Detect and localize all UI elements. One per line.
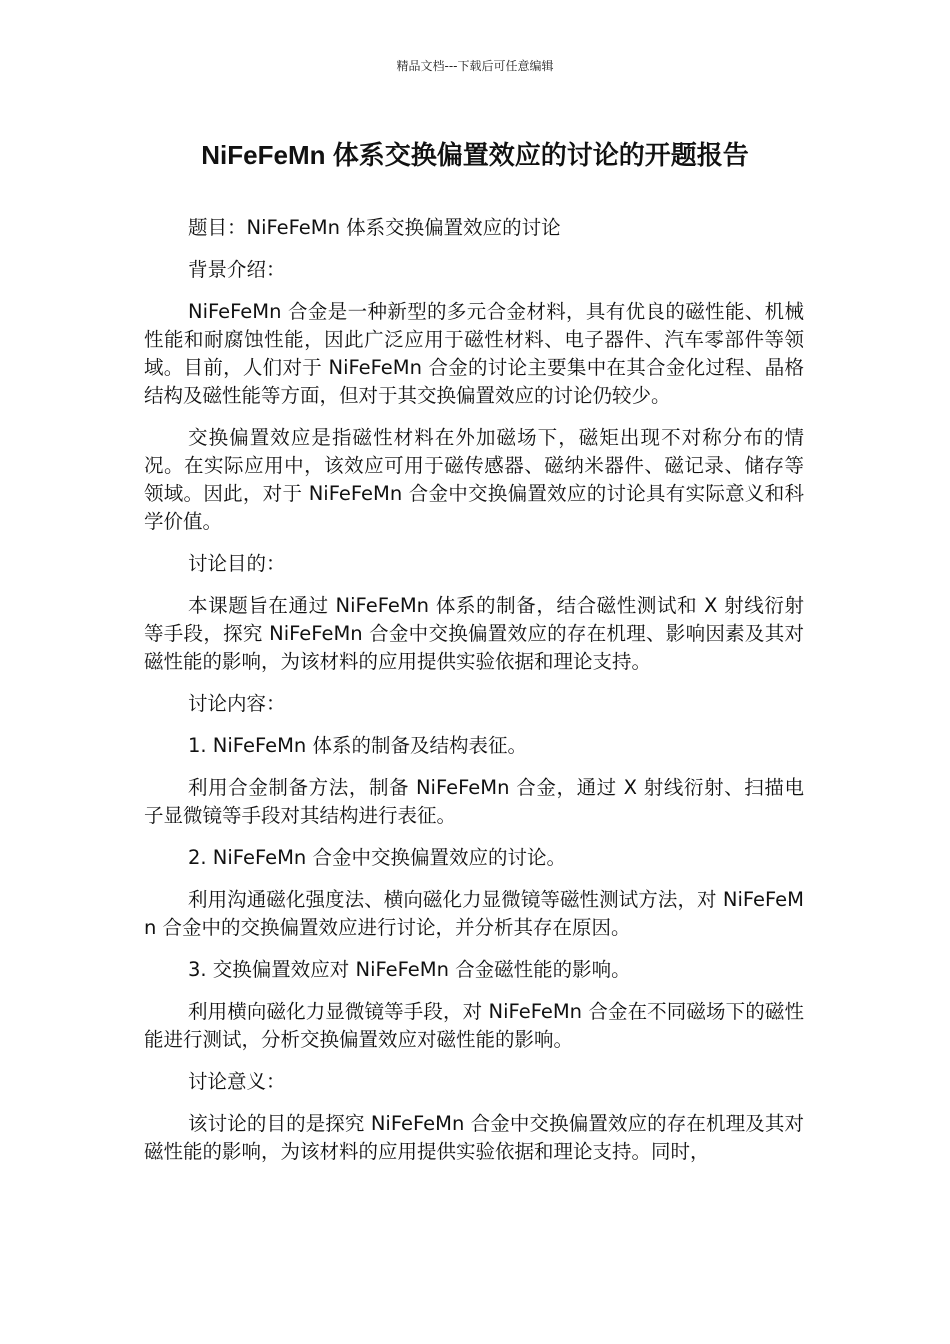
content-item-3-body: 利用横向磁化力显微镜等手段，对 NiFeFeMn 合金在不同磁场下的磁性能进行测试，分析交换偏置效应对磁性能的影响。 [144, 1000, 804, 1051]
content-item-1-body: 利用合金制备方法，制备 NiFeFeMn 合金，通过 X 射线衍射、扫描电子显微镜等手段对其结构进行表征。 [144, 776, 804, 827]
section-heading-purpose: 讨论目的： [188, 552, 286, 575]
document-body [144, 214, 804, 1180]
topic-line: 题目：NiFeFeMn 体系交换偏置效应的讨论 [188, 216, 561, 239]
content-item-2-body: 利用沟通磁化强度法、横向磁化力显微镜等磁性测试方法，对 NiFeFeMn 合金中的交换偏置效应进行讨论，并分析其存在原因。 [144, 888, 804, 939]
document-title: NiFeFeMn 体系交换偏置效应的讨论的开题报告 [201, 140, 749, 170]
section-heading-background: 背景介绍： [188, 258, 286, 281]
background-paragraph-2: 交换偏置效应是指磁性材料在外加磁场下，磁矩出现不对称分布的情况。在实际应用中，该效应可用于磁传感器、磁纳米器件、磁记录、储存等领域。因此，对于 NiFeFeMn 合金中交换偏置效应的讨论具有实际意义和科学价值。 [144, 426, 804, 533]
purpose-paragraph: 本课题旨在通过 NiFeFeMn 体系的制备，结合磁性测试和 X 射线衍射等手段，探究 NiFeFeMn 合金中交换偏置效应的存在机理、影响因素及其对磁性能的影响，为该材料的应用提供实验依据和理论支持。 [144, 594, 804, 673]
section-heading-significance: 讨论意义： [188, 1070, 286, 1093]
content-item-3-heading: 3. 交换偏置效应对 NiFeFeMn 合金磁性能的影响。 [188, 958, 631, 981]
content-item-1-heading: 1. NiFeFeMn 体系的制备及结构表征。 [188, 734, 527, 757]
page-header: 精品文档---下载后可任意编辑 [396, 59, 554, 73]
section-heading-content: 讨论内容： [188, 692, 286, 715]
background-paragraph-1: NiFeFeMn 合金是一种新型的多元合金材料，具有优良的磁性能、机械性能和耐腐蚀性能，因此广泛应用于磁性材料、电子器件、汽车零部件等领域。目前，人们对于 NiFeFeMn 合金的讨论主要集中在其合金化过程、晶格结构及磁性能等方面，但对于其交换偏置效应的讨论仍较少。 [144, 300, 804, 407]
significance-paragraph: 该讨论的目的是探究 NiFeFeMn 合金中交换偏置效应的存在机理及其对磁性能的影响，为该材料的应用提供实验依据和理论支持。同时， [144, 1112, 804, 1163]
content-item-2-heading: 2. NiFeFeMn 合金中交换偏置效应的讨论。 [188, 846, 566, 869]
